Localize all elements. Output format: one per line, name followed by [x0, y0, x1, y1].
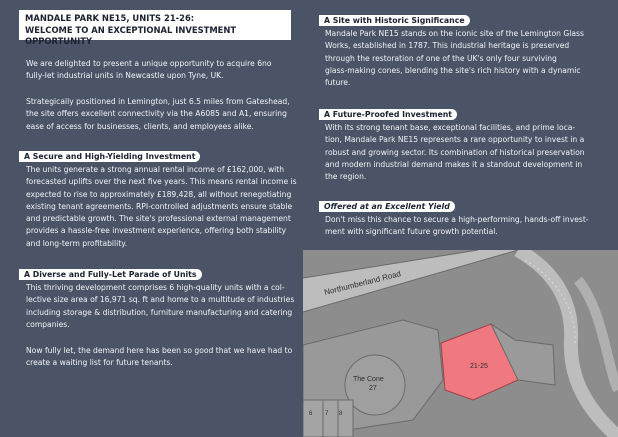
text-line: With its strong tenant base, exceptional facilities, and prime loca-: [325, 123, 576, 132]
text-line: future.: [325, 78, 351, 88]
section-heading-future: A Future-Proofed Investment: [319, 109, 457, 120]
text-line: glass-making cones, blending the site's rich history with a dynamic: [325, 65, 581, 75]
section-heading-historic: A Site with Historic Significance: [319, 15, 470, 26]
unit-number: 8: [339, 411, 343, 417]
cone-label: The Cone: [353, 376, 384, 383]
text-line: tion, Mandale Park NE15 represents a rare opportunity to invest in a: [325, 135, 585, 145]
future-paragraph: [325, 122, 585, 183]
unit-number: 6: [309, 411, 313, 417]
text-line: through the restoration of one of the UK's only four surviving: [325, 53, 557, 63]
unit-number: 7: [325, 411, 329, 417]
text-line: We are delighted to present a unique opportunity to acquire 6no: [26, 59, 272, 68]
road-label: Northumberland Road: [323, 269, 402, 297]
diverse-paragraph: [26, 282, 294, 331]
historic-paragraph: [325, 28, 584, 89]
text-line: and predictable growth. The site's professional external management: [26, 214, 291, 224]
text-line: existing tenant agreements. RPI-controlled adjustments ensure stable: [26, 201, 293, 211]
text-line: Now fully let, the demand here has been so good that we have had to: [26, 346, 293, 355]
text-line: robust and growing sector. Its combination of historical preservation: [325, 147, 585, 157]
text-line: the region.: [325, 172, 367, 182]
page-title: [19, 10, 291, 46]
text-line: the site offers excellent connectivity via the A6085 and A1, ensuring: [26, 109, 287, 119]
text-line: fully-let industrial units in Newcastle upon Tyne, UK.: [26, 71, 224, 81]
text-line: Mandale Park NE15 stands on the iconic site of the Lemington Glass: [325, 29, 584, 38]
text-line: expected to rise to approximately £189,428, all without renegotiating: [26, 189, 292, 199]
text-line: ment with significant future growth potential.: [325, 227, 498, 237]
text-line: Works, established in 1787. This industrial heritage is preserved: [325, 41, 570, 51]
site-map: [303, 250, 618, 437]
cone-number: 27: [369, 385, 377, 392]
text-line: and long-term profitability.: [26, 238, 128, 248]
intro-paragraph-1: [26, 58, 272, 83]
text-line: provides a hassle-free investment experience, offering both stability: [26, 226, 287, 236]
text-line: and modern industrial demand makes it a standout development in: [325, 159, 583, 169]
yield-paragraph: [325, 214, 589, 239]
section-heading-secure: A Secure and High-Yielding Investment: [19, 151, 200, 162]
text-line: lective size area of 16,971 sq. ft and home to a multitude of industries: [26, 295, 295, 305]
intro-paragraph-2: [26, 96, 290, 133]
text-line: ease of access for businesses, clients, and employees alike.: [26, 121, 254, 131]
text-line: The units generate a strong annual rental income of £162,000, with: [26, 165, 285, 174]
secure-paragraph: [26, 164, 297, 250]
text-line: forecasted uplifts over the next five years. This means rental income is: [26, 177, 297, 187]
site-map-drawing: [303, 250, 618, 437]
text-line: This thriving development comprises 6 high-quality units with a col-: [26, 283, 285, 292]
diverse-paragraph-2: [26, 345, 292, 370]
text-line: companies.: [26, 319, 70, 329]
text-line: including storage & distribution, furniture manufacturing and catering: [26, 307, 293, 317]
text-line: Don't miss this chance to secure a high-performing, hands-off invest-: [325, 215, 589, 224]
text-line: create a waiting list for future tenants.: [26, 358, 173, 368]
text-line: Strategically positioned in Lemington, just 6.5 miles from Gateshead,: [26, 97, 290, 106]
title-line-1: MANDALE PARK NE15, UNITS 21-26:: [25, 13, 195, 23]
section-heading-diverse: A Diverse and Fully-Let Parade of Units: [19, 269, 202, 280]
section-heading-yield: Offered at an Excellent Yield: [319, 201, 455, 212]
units-6-8: [303, 400, 353, 437]
site-label: 21-25: [470, 363, 488, 370]
title-line-2: WELCOME TO AN EXCEPTIONAL INVESTMENT OPPORTUNITY: [25, 24, 237, 46]
